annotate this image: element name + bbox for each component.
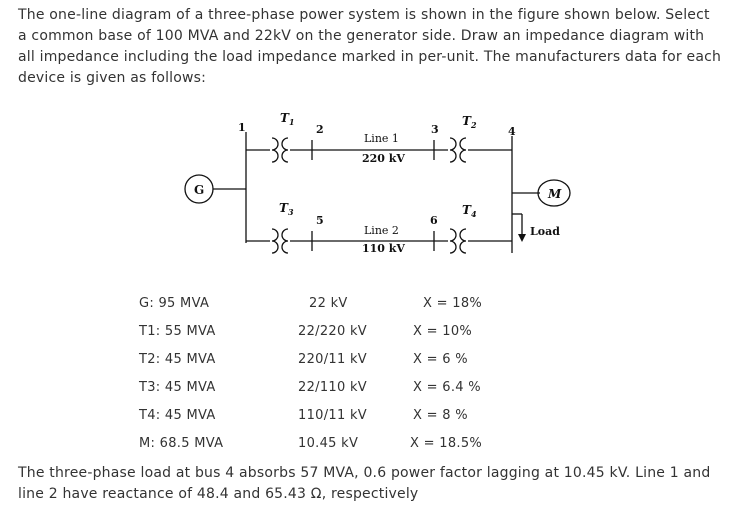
motor-label: M [548, 187, 562, 201]
rating-row-t1 [0, 324, 734, 348]
transformer-t4-symbol [450, 229, 456, 253]
rating-device: T1: 55 MVA [139, 324, 216, 339]
rating-device: M: 68.5 MVA [139, 436, 224, 451]
bus-5-label: 5 [316, 214, 324, 227]
bus-6-label: 6 [430, 214, 438, 227]
rating-voltage: 22/220 kV [298, 324, 367, 339]
rating-voltage: 220/11 kV [298, 352, 367, 367]
generator-label: G [194, 183, 205, 197]
line-1-voltage: 220 kV [362, 152, 405, 165]
rating-row-t2 [0, 352, 734, 376]
transformer-t1-symbol [272, 138, 278, 162]
rating-device: G: 95 MVA [139, 296, 210, 311]
load-label: Load [530, 225, 560, 238]
rating-voltage: 22/110 kV [298, 380, 367, 395]
rating-reactance: X = 6 % [413, 352, 468, 367]
transformer-t4-label: $T_4$ [462, 203, 477, 219]
bus-1-label: 1 [238, 121, 246, 134]
transformer-t2-symbol [450, 138, 456, 162]
line-1-name: Line 1 [364, 132, 399, 145]
rating-reactance: X = 8 % [413, 408, 468, 423]
rating-voltage: 10.45 kV [298, 436, 359, 451]
rating-device: T4: 45 MVA [139, 408, 216, 423]
transformer-t2-label: $T_2$ [462, 114, 477, 130]
transformer-t1-label: $T_1$ [280, 111, 295, 127]
load-statement: The three-phase load at bus 4 absorbs 57 MVA, 0.6 power factor lagging at 10.45 kV. Line 1 and line 2 have reactance of 48.4 and 65.43 Ω, respectively [18, 465, 711, 502]
rating-row-t3 [0, 380, 734, 404]
rating-voltage: 22 kV [309, 296, 348, 311]
rating-row-t4 [0, 408, 734, 432]
line-2-name: Line 2 [364, 224, 399, 237]
rating-reactance: X = 10% [413, 324, 473, 339]
bus-2-label: 2 [316, 123, 324, 136]
rating-row-generator [0, 296, 734, 320]
rating-row-motor [0, 436, 734, 460]
rating-device: T3: 45 MVA [139, 380, 216, 395]
load-arrow [518, 234, 526, 242]
rating-voltage: 110/11 kV [298, 408, 367, 423]
rating-reactance: X = 18% [423, 296, 483, 311]
rating-reactance: X = 6.4 % [413, 380, 481, 395]
rating-device: T2: 45 MVA [139, 352, 216, 367]
transformer-t3-symbol [272, 229, 278, 253]
transformer-t3-label: $T_3$ [279, 201, 294, 217]
rating-reactance: X = 18.5% [410, 436, 483, 451]
bus-3-label: 3 [431, 123, 439, 136]
line-2-voltage: 110 kV [362, 242, 405, 255]
bus-4-label: 4 [508, 125, 516, 138]
problem-statement: The one-line diagram of a three-phase power system is shown in the figure shown below. Select a common base of 100 MVA and 22kV on the generator side. Draw an impedance diagram with all impedance including the load impedance marked in per-unit. The manufacturers data for each device is given as follows: [18, 7, 722, 86]
